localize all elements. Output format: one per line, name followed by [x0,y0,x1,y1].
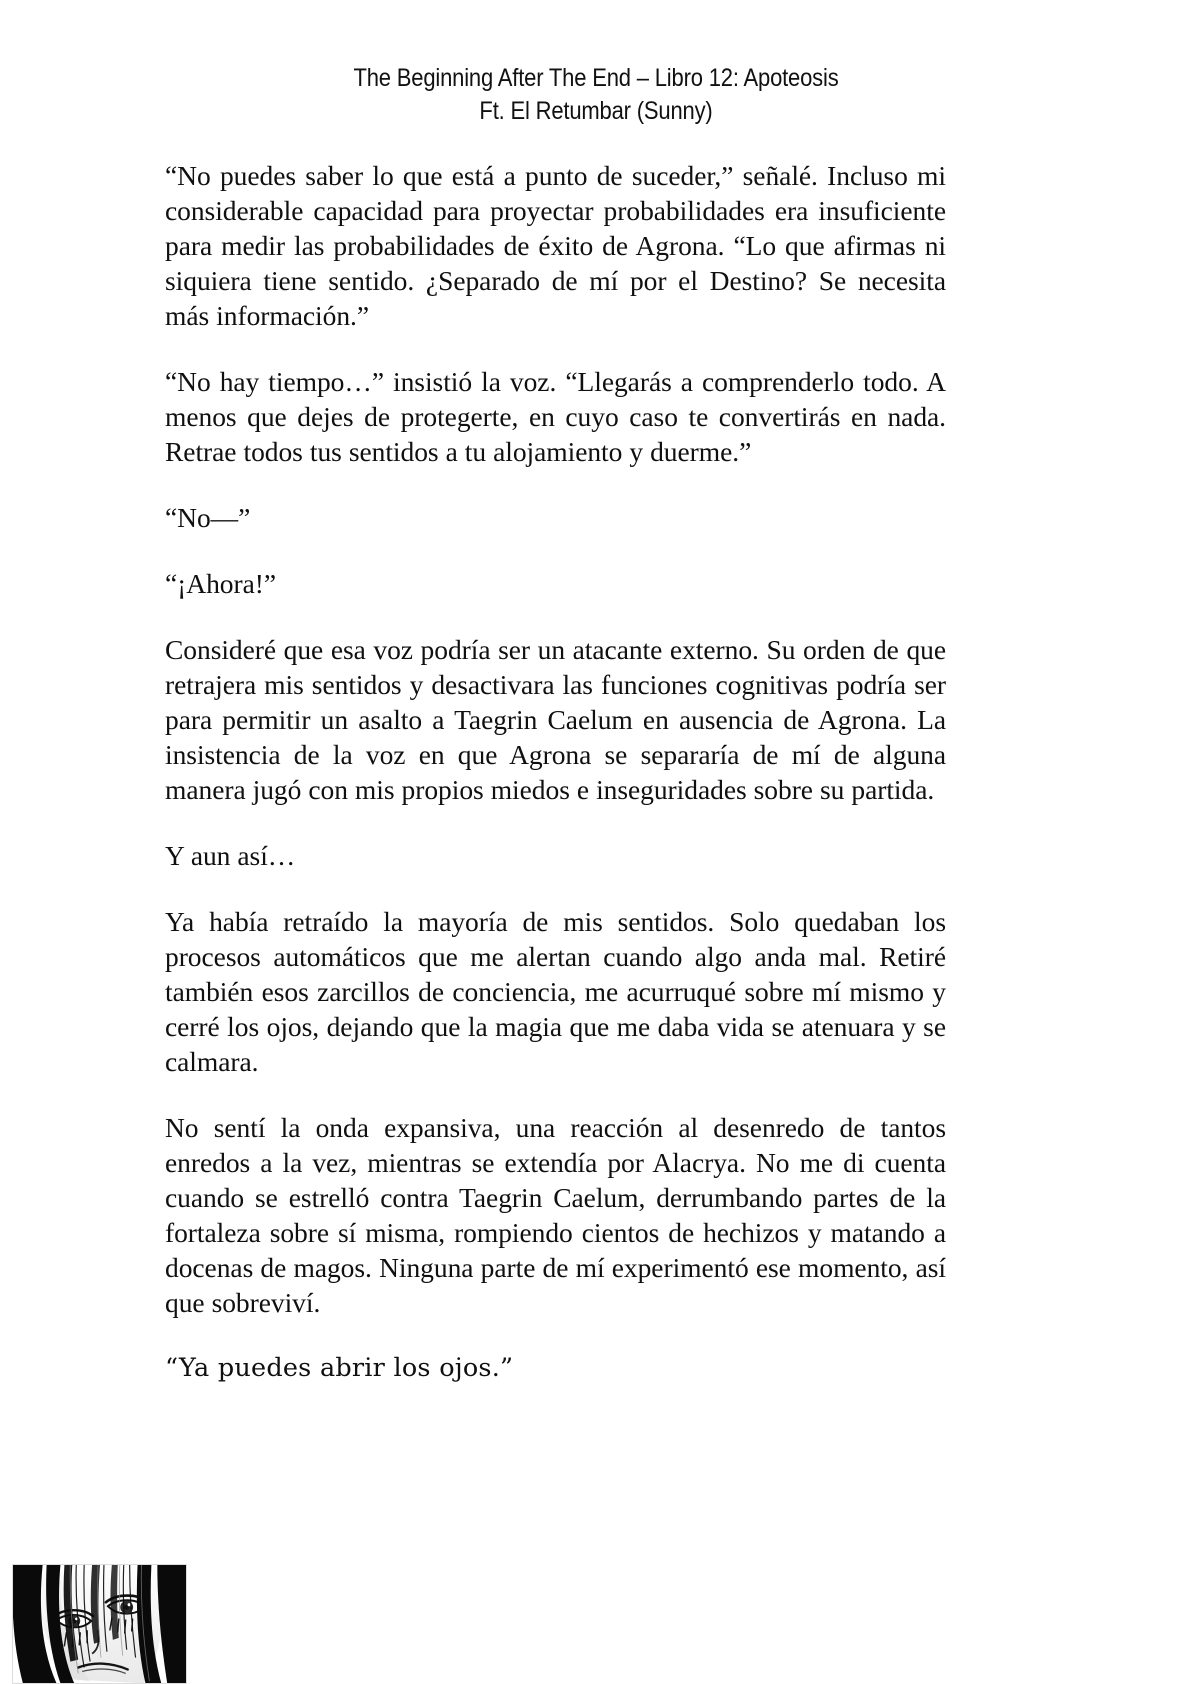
paragraph: “No puedes saber lo que está a punto de suceder,” señalé. Incluso mi considerable capacidad para proyectar probabilidades era insuficiente para medir las probabilidades de éxito de Agrona. “Lo que afirmas ni siquiera tiene sentido. ¿Separado de mí por el Destino? Se necesita más información.” [165,160,946,331]
manga-face-illustration [12,1564,187,1684]
paragraph: “No hay tiempo…” insistió la voz. “Llegarás a comprenderlo todo. A menos que dejes de protegerte, en cuyo caso te convertirás en nada. Retrae todos tus sentidos a tu alojamiento y duerme.” [165,366,946,467]
document-header [72,62,1121,128]
document-subtitle-line-2: Ft. El Retumbar (Sunny) [479,97,713,125]
paragraph: Ya había retraído la mayoría de mis sentidos. Solo quedaban los procesos automáticos que me alertan cuando algo anda mal. Retiré también esos zarcillos de conciencia, me acurruqué sobre mí mismo y cerré los ojos, dejando que la magia que me daba vida se atenuara y se calmara. [165,906,946,1077]
paragraph: “No—” [165,502,251,533]
manga-face-drawing [13,1565,186,1683]
paragraph: “Ya puedes abrir los ojos.” [165,1353,514,1383]
paragraph: No sentí la onda expansiva, una reacción al desenredo de tantos enredos a la vez, mientras se extendía por Alacrya. No me di cuenta cuando se estrelló contra Taegrin Caelum, derrumbando partes de la fortaleza sobre sí misma, rompiendo cientos de hechizos y matando a docenas de magos. Ninguna parte de mí experimentó ese momento, así que sobreviví. [165,1112,946,1318]
paragraph: Consideré que esa voz podría ser un atacante externo. Su orden de que retrajera mis sentidos y desactivara las funciones cognitivas podría ser para permitir un asalto a Taegrin Caelum en ausencia de Agrona. La insistencia de la voz en que Agrona se separaría de mí de alguna manera jugó con mis propios miedos e inseguridades sobre su partida. [165,634,946,805]
paragraph: “¡Ahora!” [165,568,277,599]
document-title-line-1: The Beginning After The End – Libro 12: Apoteosis [353,64,839,92]
paragraph: Y aun así… [165,840,296,871]
document-body [165,158,946,1386]
